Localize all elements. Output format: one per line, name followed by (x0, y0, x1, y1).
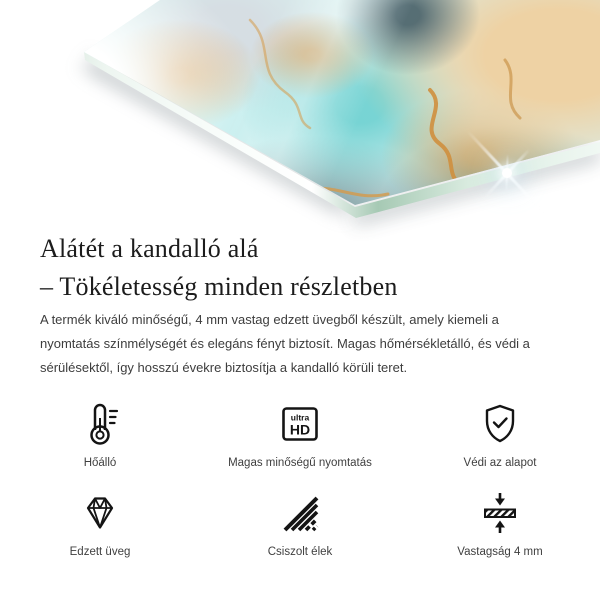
gold-vein-decoration (0, 0, 600, 245)
thermometer-icon (77, 401, 123, 447)
ultra-hd-text-bottom: HD (289, 421, 311, 438)
ultra-hd-text-top: ultra (290, 412, 310, 423)
feature-thickness (400, 490, 600, 559)
feature-polished-edges (200, 490, 400, 559)
feature-heat-resistant (0, 401, 200, 470)
page-title-line2: – Tökéletesség minden részletben (40, 272, 398, 301)
feature-label: Csiszolt élek (267, 546, 333, 558)
thickness-icon (477, 490, 523, 536)
product-image (0, 0, 600, 250)
ultra-hd-icon (277, 401, 323, 447)
feature-protects-base (400, 401, 600, 470)
feature-tempered-glass (0, 490, 200, 559)
polished-edges-icon (277, 490, 323, 536)
feature-label: Edzett üveg (69, 546, 131, 558)
feature-label: Védi az alapot (463, 457, 537, 469)
product-description: A termék kiváló minőségű, 4 mm vastag edzett üvegből készült, amely kiemeli a nyomtatás színmélységét és elegáns fényt biztosít. Magas hőmérsékletálló, és védi a sérülésektől, így hosszú évekre biztosítja a kandalló körüli teret. (40, 312, 530, 375)
shield-check-icon (477, 401, 523, 447)
feature-label: Magas minőségű nyomtatás (228, 457, 372, 469)
diamond-icon (77, 490, 123, 536)
feature-label: Vastagság 4 mm (457, 546, 543, 558)
features-grid (0, 401, 600, 559)
page-title-line1: Alátét a kandalló alá (40, 234, 259, 263)
page-title (40, 230, 398, 306)
feature-print-quality (200, 401, 400, 470)
feature-label: Hőálló (83, 457, 117, 469)
glass-panel-artwork (0, 0, 600, 250)
